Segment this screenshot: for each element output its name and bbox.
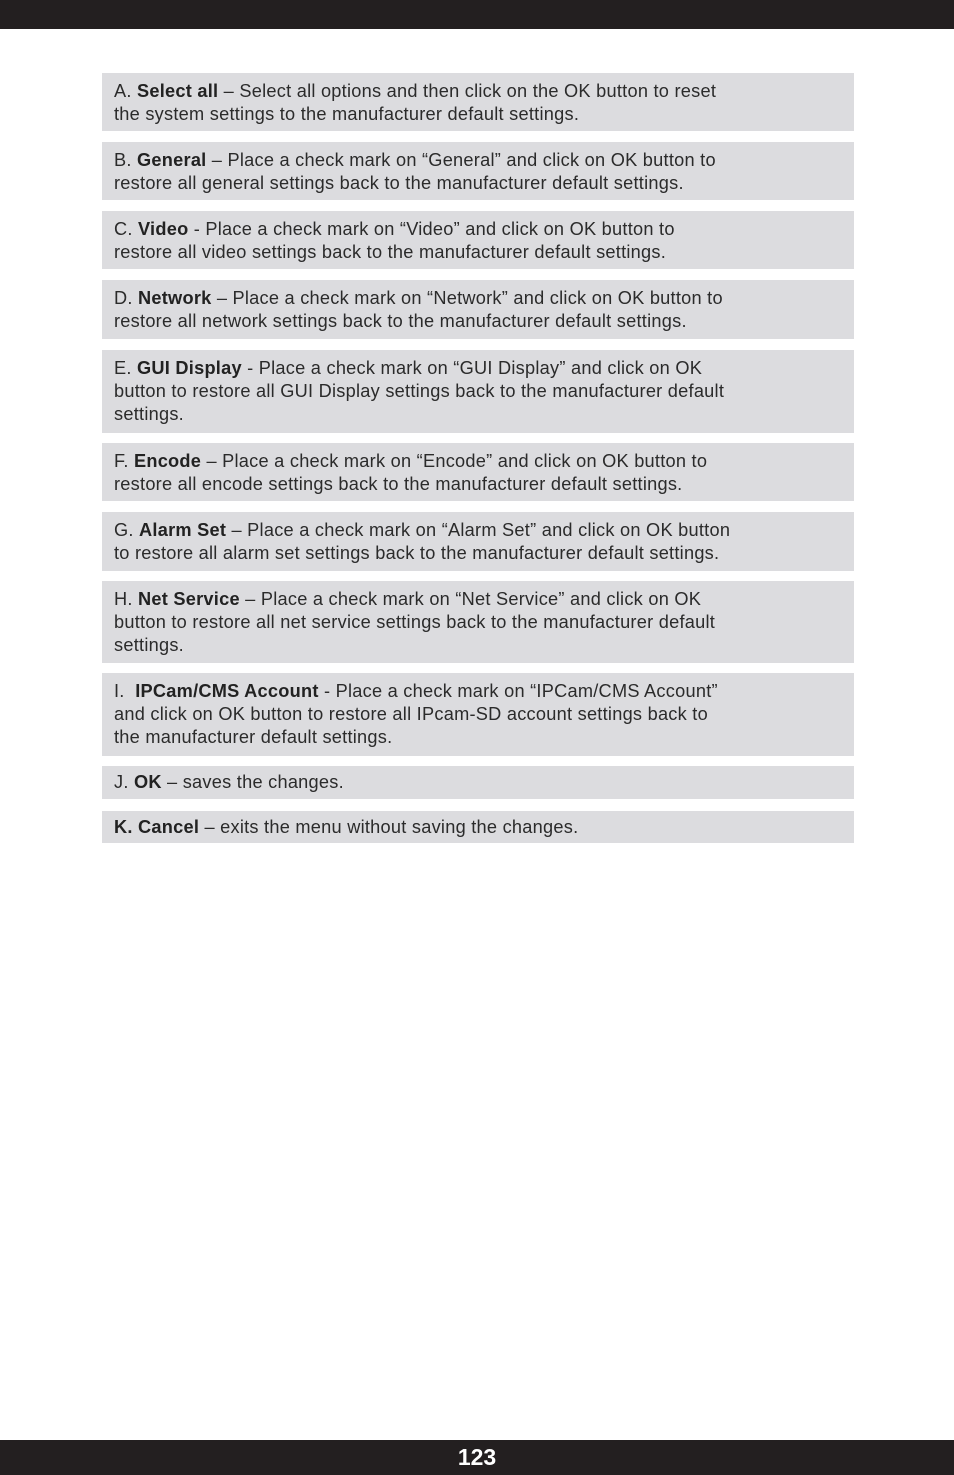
item-description: restore all encode settings back to the manufacturer default settings.: [114, 474, 683, 494]
item-line: [114, 403, 842, 426]
item-line: [114, 473, 842, 496]
item-line: [114, 542, 842, 565]
item-term: OK: [133, 772, 162, 792]
item-line: [114, 680, 842, 703]
item-line: [114, 771, 842, 794]
item-line: [114, 450, 842, 473]
item-letter: A.: [114, 81, 137, 101]
item-description: - Place a check mark on “Video” and click on OK button to: [188, 219, 675, 239]
item-letter: B.: [114, 150, 137, 170]
item-line: [114, 241, 842, 264]
item-term: Alarm Set: [139, 520, 227, 540]
item-line: [114, 380, 842, 403]
item-term: General: [137, 150, 207, 170]
item-letter: G.: [114, 520, 140, 540]
list-item: [102, 673, 854, 756]
item-letter: C.: [114, 219, 138, 239]
item-term: Select all: [137, 81, 219, 101]
list-item: [102, 811, 854, 843]
item-description: restore all network settings back to the manufacturer default settings.: [114, 311, 687, 331]
list-item: [102, 766, 854, 799]
item-term: GUI Display: [137, 358, 242, 378]
list-item: [102, 581, 854, 663]
item-description: – Place a check mark on “Net Service” and click on OK: [239, 589, 702, 609]
item-description: – exits the menu without saving the changes.: [199, 817, 579, 837]
item-line: [114, 703, 842, 726]
item-description: restore all video settings back to the manufacturer default settings.: [114, 242, 667, 262]
list-item: [102, 350, 854, 433]
item-description: – Place a check mark on “Network” and click on OK button to: [211, 288, 723, 308]
item-line: [114, 149, 842, 172]
list-item: [102, 280, 854, 339]
item-line: [114, 357, 842, 380]
item-line: [114, 816, 842, 839]
item-description: settings.: [114, 404, 184, 424]
list-item: [102, 73, 854, 131]
item-line: [114, 588, 842, 611]
list-item: [102, 211, 854, 269]
page-number: 123: [457, 1444, 497, 1470]
item-line: [114, 80, 842, 103]
item-letter: D.: [114, 288, 138, 308]
item-letter: E.: [114, 358, 137, 378]
list-item: [102, 443, 854, 501]
item-line: [114, 218, 842, 241]
list-item: [102, 512, 854, 571]
item-line: [114, 103, 842, 126]
item-description: - Place a check mark on “IPCam/CMS Account”: [318, 681, 718, 701]
item-letter: J.: [114, 772, 134, 792]
item-description: the manufacturer default settings.: [114, 727, 393, 747]
item-description: restore all general settings back to the manufacturer default settings.: [114, 173, 684, 193]
item-description: button to restore all net service settings back to the manufacturer default: [114, 612, 716, 632]
item-description: - Place a check mark on “GUI Display” and click on OK: [241, 358, 703, 378]
item-letter: F.: [114, 451, 134, 471]
item-line: [114, 634, 842, 657]
item-term: Encode: [133, 451, 202, 471]
item-description: – saves the changes.: [161, 772, 344, 792]
item-line: [114, 726, 842, 749]
item-line: [114, 172, 842, 195]
item-description: to restore all alarm set settings back to the manufacturer default settings.: [114, 543, 720, 563]
item-description: – Place a check mark on “Alarm Set” and click on OK button: [226, 520, 731, 540]
item-line: [114, 310, 842, 333]
footer-bar: [0, 1440, 954, 1475]
item-description: – Select all options and then click on the OK button to reset: [218, 81, 717, 101]
item-description: and click on OK button to restore all IPcam-SD account settings back to: [114, 704, 708, 724]
item-term: Net Service: [138, 589, 240, 609]
item-description: button to restore all GUI Display settings back to the manufacturer default: [114, 381, 725, 401]
item-letter: H.: [114, 589, 138, 609]
top-bar: [0, 0, 954, 29]
item-term: Network: [138, 288, 212, 308]
list-item: [102, 142, 854, 200]
item-line: [114, 287, 842, 310]
item-description: – Place a check mark on “Encode” and click on OK button to: [201, 451, 708, 471]
item-description: settings.: [114, 635, 184, 655]
item-description: the system settings to the manufacturer default settings.: [114, 104, 580, 124]
item-term: K. Cancel: [114, 817, 200, 837]
item-term: IPCam/CMS Account: [135, 681, 319, 701]
item-term: Video: [138, 219, 189, 239]
item-line: [114, 519, 842, 542]
item-line: [114, 611, 842, 634]
item-letter: I.: [114, 681, 136, 701]
item-description: – Place a check mark on “General” and click on OK button to: [206, 150, 716, 170]
